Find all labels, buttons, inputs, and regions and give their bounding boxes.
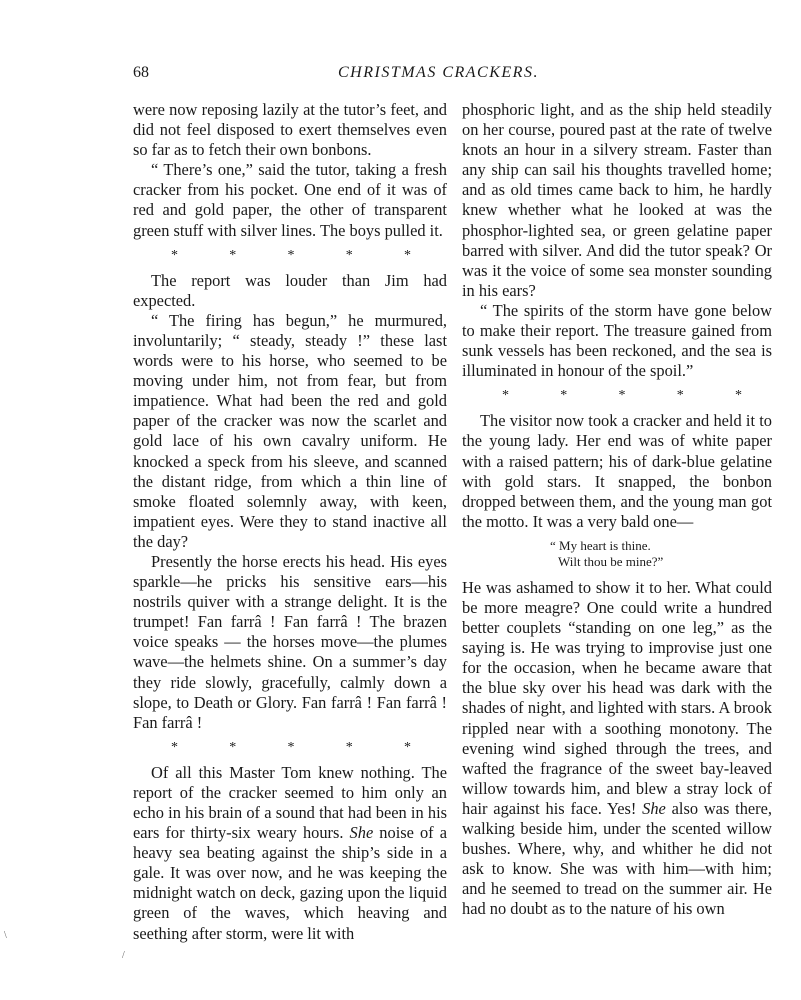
paragraph-text: He was ashamed to show it to her. What could be more meagre? One could write a hundred better couplets “standing on one leg,” as the saying is. He was trying to improvise just one for the occasion, when he became aware that the blue sky over his head was dark with the shades of night, and lighted with stars. A brook rippled near with a soothing monotony. The evening wind sighed through the trees, and wafted the fragrance of the sweet bay-leaved willow towards him, and blew a stray lock of hair against his face. Yes! xyxy=(462,577,772,818)
separator-star: * xyxy=(171,247,178,263)
separator-star: * xyxy=(404,247,411,263)
separator-star: * xyxy=(345,247,353,263)
separator-star: * xyxy=(229,739,237,755)
paragraph-text: also was there, walking beside him, under the scented willow bushes. Where, why, and whither he did not ask to know. She was with him—with him; and he seemed to tread on the summer air. He had no doubt as to the nature of his own xyxy=(462,798,772,919)
separator-star: * xyxy=(287,739,295,755)
separator-star: * xyxy=(560,388,568,404)
section-separator xyxy=(502,389,742,403)
paragraph xyxy=(133,763,447,944)
left-column xyxy=(133,100,447,944)
emphasis-text: She xyxy=(642,798,666,818)
emphasis-text: She xyxy=(349,823,374,843)
paragraph: phosphoric light, and as the ship held steadily on her course, poured past at the rate of twelve knots an hour in a silvery stream. Faster than any ship can sail his thoughts travelled home; and as old times came back to him, he hardly knew whether what he looked at was the phosphor-lighted sea, or green gelatine paper barred with silver. And did the tutor speak? Or was it the voice of some sea monster sounding in his ears? xyxy=(462,100,772,300)
paragraph: were now reposing lazily at the tutor’s feet, and did not feel disposed to exert themselves even so far as to fetch their own bonbons. xyxy=(133,100,447,160)
section-separator xyxy=(171,741,411,755)
separator-star: * xyxy=(345,739,353,755)
paragraph xyxy=(462,578,772,920)
separator-star: * xyxy=(404,739,411,755)
margin-mark: / xyxy=(122,950,125,961)
separator-star: * xyxy=(171,739,178,755)
paragraph-text: Of all this Master Tom knew nothing. The report of the cracker seemed to him only an echo in his brain of a sound that had been in his ears for thirty-six weary hours. xyxy=(133,762,447,843)
separator-star: * xyxy=(287,247,295,263)
paragraph: “ There’s one,” said the tutor, taking a fresh cracker from his pocket. One end of it was of red and gold paper, the other of transparent green stuff with silver lines. The boys pulled it. xyxy=(133,160,447,240)
page-number: 68 xyxy=(133,64,149,81)
paragraph: “ The firing has begun,” he murmured, involuntarily; “ steady, steady !” these last words were to his horse, who seemed to be moving under him, not from fear, but from impatience. What had been the red and gold paper of the cracker was now the scarlet and gold lace of his own cavalry uniform. He knocked a speck from his sleeve, and scanned the distant ridge, from which a thin line of smoke floated solemnly away, with keen, impatient eyes. Were they to stand inactive all the day? xyxy=(133,310,447,551)
margin-mark: \ xyxy=(4,930,7,941)
page-header xyxy=(133,64,768,88)
verse-line: “ My heart is thine. xyxy=(550,537,651,553)
separator-star: * xyxy=(502,388,509,404)
paragraph-text: noise of a heavy sea beating against the ship’s side in a gale. It was over now, and he was keeping the midnight watch on deck, gazing upon the liquid green of the waves, which heaving and seething after storm, were lit with xyxy=(133,823,447,943)
separator-star: * xyxy=(676,388,684,404)
right-column xyxy=(462,100,772,919)
motto-verse xyxy=(550,538,772,570)
paragraph: The visitor now took a cracker and held it to the young lady. Her end was of white paper with a raised pattern; his of dark-blue gelatine with gold stars. It snapped, the bonbon dropped between them, and the young man got the motto. It was a very bald one— xyxy=(462,411,772,531)
paragraph: Presently the horse erects his head. His eyes sparkle—he pricks his sensitive ears—his nostrils quiver with a strange delight. It is the trumpet! Fan farrâ ! Fan farrâ ! The brazen voice speaks — the horses move—the plumes wave—the helmets shine. On a summer’s day they ride slowly, gracefully, calmly down a slope, to Death or Glory. Fan farrâ ! Fan farrâ ! Fan farrâ ! xyxy=(133,551,447,732)
paragraph: The report was louder than Jim had expected. xyxy=(133,270,447,310)
paragraph: “ The spirits of the storm have gone below to make their report. The treasure gained from sunk vessels has been reckoned, and the sea is illuminated in honour of the spoil.” xyxy=(462,300,772,381)
running-title: CHRISTMAS CRACKERS. xyxy=(338,64,539,81)
section-separator xyxy=(171,249,411,263)
separator-star: * xyxy=(735,388,742,404)
verse-line: Wilt thou be mine?” xyxy=(558,553,664,569)
separator-star: * xyxy=(618,388,626,404)
separator-star: * xyxy=(229,247,237,263)
